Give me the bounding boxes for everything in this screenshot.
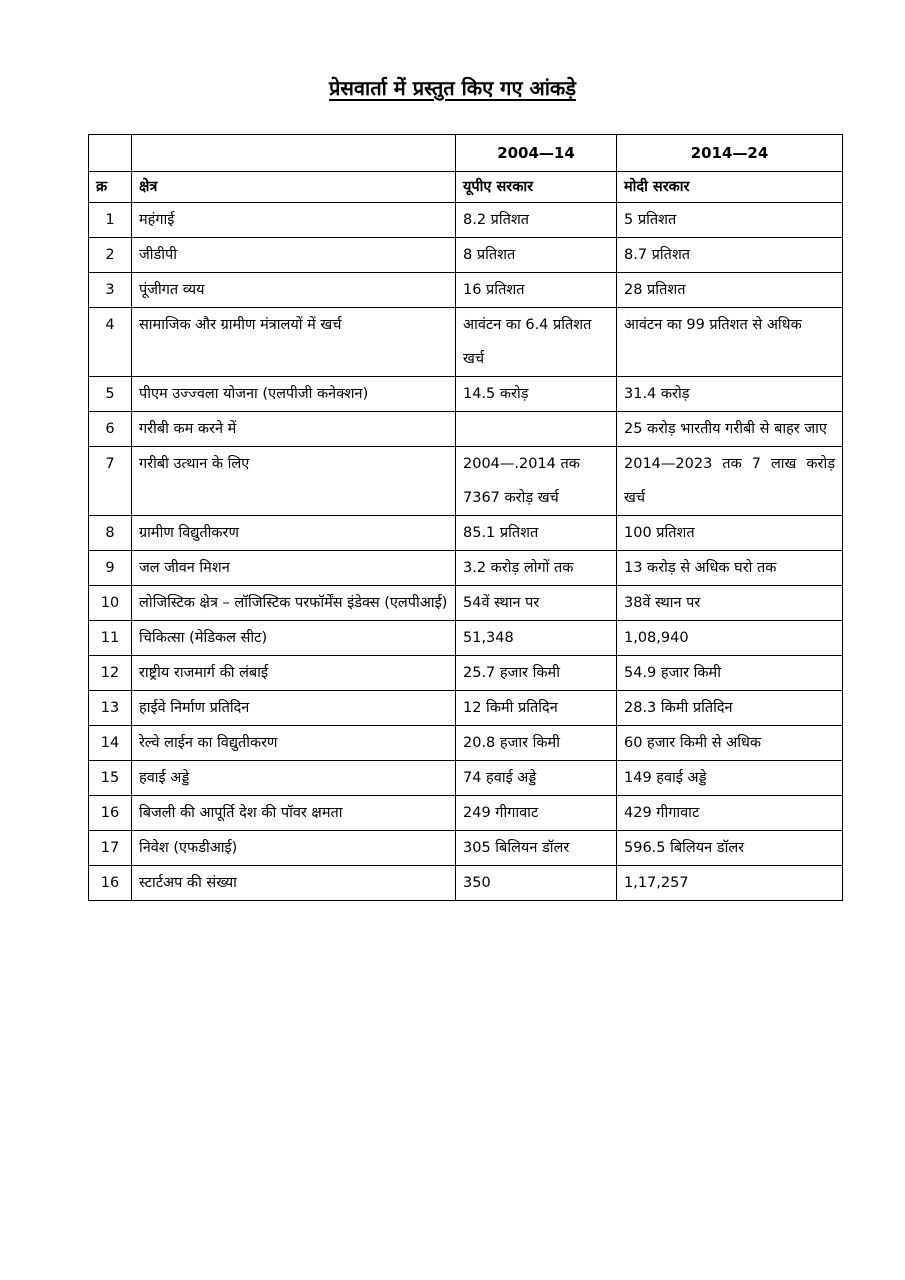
sector-cell: बिजली की आपूर्ति देश की पॉवर क्षमता bbox=[132, 796, 456, 831]
row-number-cell: 9 bbox=[89, 551, 132, 586]
table-row bbox=[89, 203, 843, 238]
row-number-cell: 15 bbox=[89, 761, 132, 796]
sector-cell: जीडीपी bbox=[132, 238, 456, 273]
upa-value-cell: आवंटन का 6.4 प्रतिशत खर्च bbox=[456, 308, 617, 377]
modi-value-cell: 2014—2023 तक 7 लाख करोड़ खर्च bbox=[617, 447, 843, 516]
column-header-row bbox=[89, 172, 843, 203]
modi-value-cell: 28 प्रतिशत bbox=[617, 273, 843, 308]
row-number-cell: 11 bbox=[89, 621, 132, 656]
table-row bbox=[89, 238, 843, 273]
sector-cell: राष्ट्रीय राजमार्ग की लंबाई bbox=[132, 656, 456, 691]
row-number-cell: 16 bbox=[89, 866, 132, 901]
sector-cell: पीएम उज्ज्वला योजना (एलपीजी कनेक्शन) bbox=[132, 377, 456, 412]
table-row bbox=[89, 273, 843, 308]
period-header-cell-sector bbox=[132, 135, 456, 172]
upa-value-cell: 74 हवाई अड्डे bbox=[456, 761, 617, 796]
upa-value-cell: 8 प्रतिशत bbox=[456, 238, 617, 273]
table-body bbox=[89, 135, 843, 901]
column-header-sector: क्षेत्र bbox=[132, 172, 456, 203]
column-header-modi: मोदी सरकार bbox=[617, 172, 843, 203]
row-number-cell: 17 bbox=[89, 831, 132, 866]
upa-value-cell: 8.2 प्रतिशत bbox=[456, 203, 617, 238]
upa-value-cell: 249 गीगावाट bbox=[456, 796, 617, 831]
table-row bbox=[89, 831, 843, 866]
upa-value-cell: 350 bbox=[456, 866, 617, 901]
sector-cell: निवेश (एफडीआई) bbox=[132, 831, 456, 866]
table-row bbox=[89, 412, 843, 447]
row-number-cell: 8 bbox=[89, 516, 132, 551]
modi-value-cell: 596.5 बिलियन डॉलर bbox=[617, 831, 843, 866]
upa-value-cell: 25.7 हजार किमी bbox=[456, 656, 617, 691]
page-title: प्रेसवार्ता में प्रस्तुत किए गए आंकड़े bbox=[329, 76, 576, 100]
sector-cell: पूंजीगत व्यय bbox=[132, 273, 456, 308]
modi-value-cell: 25 करोड़ भारतीय गरीबी से बाहर जाए bbox=[617, 412, 843, 447]
sector-cell: गरीबी कम करने में bbox=[132, 412, 456, 447]
table-row bbox=[89, 691, 843, 726]
column-header-num: क्र bbox=[89, 172, 132, 203]
period-header-modi: 2014—24 bbox=[617, 135, 843, 172]
table-row bbox=[89, 621, 843, 656]
sector-cell: महंगाई bbox=[132, 203, 456, 238]
upa-value-cell: 14.5 करोड़ bbox=[456, 377, 617, 412]
column-header-upa: यूपीए सरकार bbox=[456, 172, 617, 203]
modi-value-cell: 1,17,257 bbox=[617, 866, 843, 901]
modi-value-cell: 5 प्रतिशत bbox=[617, 203, 843, 238]
table-row bbox=[89, 656, 843, 691]
upa-value-cell: 16 प्रतिशत bbox=[456, 273, 617, 308]
row-number-cell: 14 bbox=[89, 726, 132, 761]
upa-value-cell: 51,348 bbox=[456, 621, 617, 656]
sector-cell: सामाजिक और ग्रामीण मंत्रालयों में खर्च bbox=[132, 308, 456, 377]
sector-cell: हवाई अड्डे bbox=[132, 761, 456, 796]
row-number-cell: 6 bbox=[89, 412, 132, 447]
modi-value-cell: 100 प्रतिशत bbox=[617, 516, 843, 551]
table-row bbox=[89, 586, 843, 621]
row-number-cell: 4 bbox=[89, 308, 132, 377]
modi-value-cell: 429 गीगावाट bbox=[617, 796, 843, 831]
upa-value-cell: 3.2 करोड़ लोगों तक bbox=[456, 551, 617, 586]
period-header-cell-num bbox=[89, 135, 132, 172]
upa-value-cell: 305 बिलियन डॉलर bbox=[456, 831, 617, 866]
row-number-cell: 10 bbox=[89, 586, 132, 621]
row-number-cell: 16 bbox=[89, 796, 132, 831]
modi-value-cell: आवंटन का 99 प्रतिशत से अधिक bbox=[617, 308, 843, 377]
modi-value-cell: 1,08,940 bbox=[617, 621, 843, 656]
table-row bbox=[89, 516, 843, 551]
modi-value-cell: 149 हवाई अड्डे bbox=[617, 761, 843, 796]
table-row bbox=[89, 377, 843, 412]
table-row bbox=[89, 447, 843, 516]
table-row bbox=[89, 308, 843, 377]
sector-cell: ग्रामीण विद्युतीकरण bbox=[132, 516, 456, 551]
row-number-cell: 13 bbox=[89, 691, 132, 726]
row-number-cell: 3 bbox=[89, 273, 132, 308]
row-number-cell: 1 bbox=[89, 203, 132, 238]
period-header-row bbox=[89, 135, 843, 172]
row-number-cell: 12 bbox=[89, 656, 132, 691]
sector-cell: लोजिस्टिक क्षेत्र – लॉजिस्टिक परफॉर्मेंस इंडेक्स (एलपीआई) bbox=[132, 586, 456, 621]
row-number-cell: 7 bbox=[89, 447, 132, 516]
table-row bbox=[89, 551, 843, 586]
upa-value-cell: 2004—.2014 तक 7367 करोड़ खर्च bbox=[456, 447, 617, 516]
modi-value-cell: 28.3 किमी प्रतिदिन bbox=[617, 691, 843, 726]
sector-cell: गरीबी उत्थान के लिए bbox=[132, 447, 456, 516]
modi-value-cell: 38वें स्थान पर bbox=[617, 586, 843, 621]
comparison-table bbox=[88, 134, 843, 901]
modi-value-cell: 60 हजार किमी से अधिक bbox=[617, 726, 843, 761]
upa-value-cell: 20.8 हजार किमी bbox=[456, 726, 617, 761]
upa-value-cell: 85.1 प्रतिशत bbox=[456, 516, 617, 551]
sector-cell: रेल्वे लाईन का विद्युतीकरण bbox=[132, 726, 456, 761]
sector-cell: चिकित्सा (मेडिकल सीट) bbox=[132, 621, 456, 656]
upa-value-cell: 12 किमी प्रतिदिन bbox=[456, 691, 617, 726]
table-row bbox=[89, 761, 843, 796]
modi-value-cell: 8.7 प्रतिशत bbox=[617, 238, 843, 273]
sector-cell: स्टार्टअप की संख्या bbox=[132, 866, 456, 901]
table-row bbox=[89, 726, 843, 761]
table-row bbox=[89, 866, 843, 901]
modi-value-cell: 13 करोड़ से अधिक घरो तक bbox=[617, 551, 843, 586]
modi-value-cell: 31.4 करोड़ bbox=[617, 377, 843, 412]
modi-value-cell: 54.9 हजार किमी bbox=[617, 656, 843, 691]
sector-cell: हाईवे निर्माण प्रतिदिन bbox=[132, 691, 456, 726]
table-row bbox=[89, 796, 843, 831]
period-header-upa: 2004—14 bbox=[456, 135, 617, 172]
upa-value-cell: 54वें स्थान पर bbox=[456, 586, 617, 621]
upa-value-cell bbox=[456, 412, 617, 447]
row-number-cell: 2 bbox=[89, 238, 132, 273]
row-number-cell: 5 bbox=[89, 377, 132, 412]
sector-cell: जल जीवन मिशन bbox=[132, 551, 456, 586]
